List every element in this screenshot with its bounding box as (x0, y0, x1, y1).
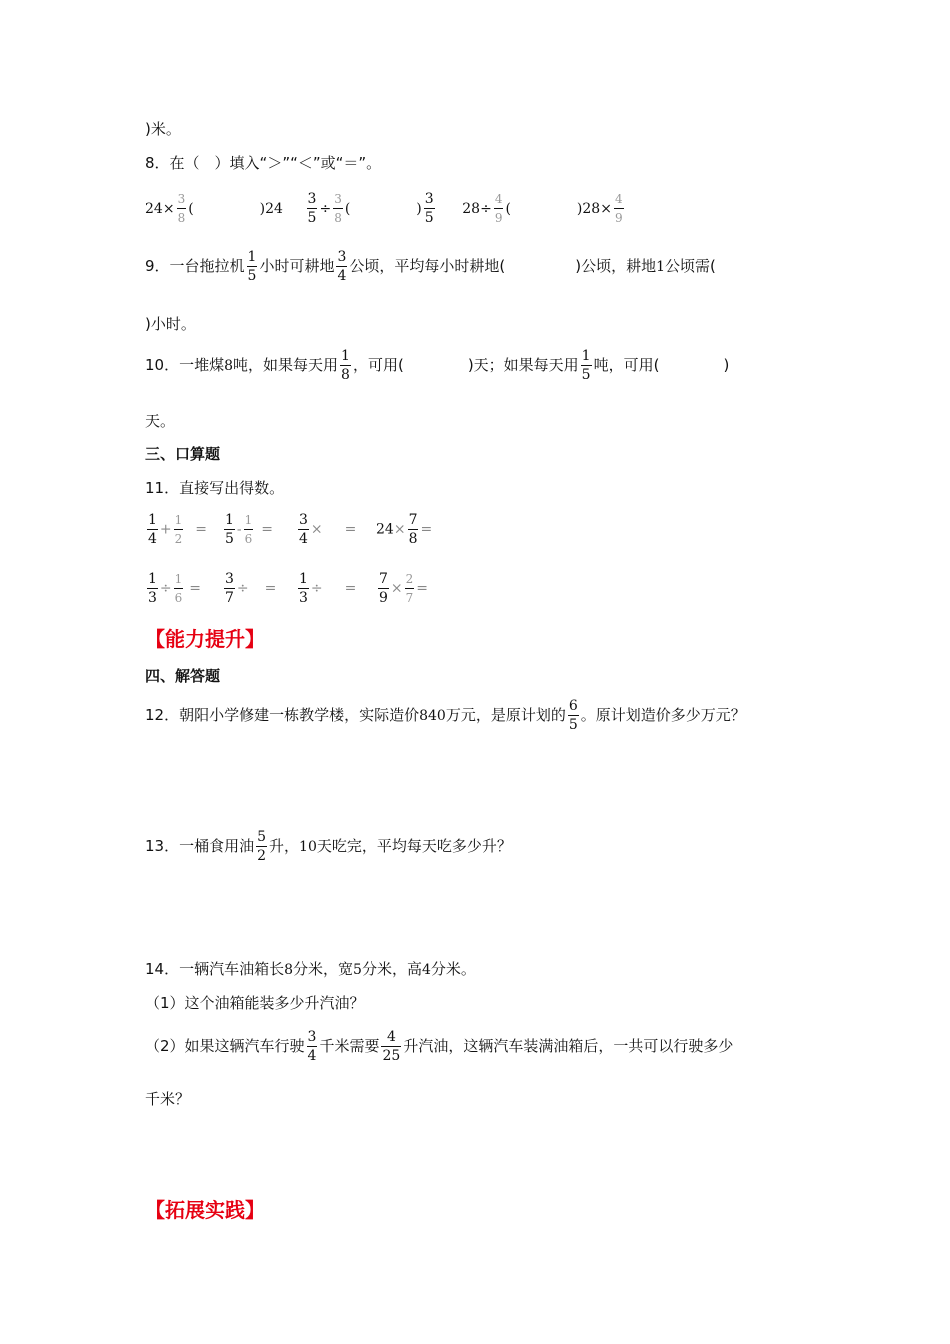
q14-sub2-text-a: （2）如果这辆汽车行驶 (145, 1037, 305, 1055)
operator: × (390, 580, 403, 597)
q9-line1 (145, 248, 716, 285)
fraction-den: 8 (408, 531, 418, 547)
q13-text-1: 13．一桶食用油 (145, 837, 255, 855)
equals: = (261, 521, 274, 538)
equals: = (189, 580, 202, 597)
fraction-num: 1 (148, 512, 157, 528)
continuation-text: )米。 (145, 120, 181, 138)
q8-item3-paren-open: ( (505, 201, 511, 217)
q14-sub2-line2-text: 千米？ (145, 1090, 191, 1108)
q11-r2-c2 (222, 570, 276, 607)
fraction-den: 2 (257, 848, 267, 864)
equals: = (420, 521, 433, 538)
fraction (174, 511, 184, 548)
operator: ÷ (159, 580, 172, 597)
q10-text-3: ，可用( (352, 356, 404, 374)
q14-stem (145, 958, 476, 979)
continuation-line (145, 118, 181, 139)
extend-heading: 【拓展实践】 (145, 1198, 265, 1222)
fraction-den: 7 (225, 590, 234, 606)
q12-text-3: 。原计划造价多少万元？ (580, 706, 746, 724)
q9-text-2: 小时可耕地 (259, 257, 335, 275)
q10-text-2: 吨，如果每天用 (233, 356, 339, 374)
fraction-den: 4 (299, 531, 308, 547)
fraction-num: 1 (341, 348, 350, 364)
fraction-den: 6 (174, 588, 184, 607)
q8-item3-paren-close: ) (576, 201, 583, 217)
q8-item3-int: 28 (462, 201, 481, 217)
fraction (298, 511, 309, 548)
fraction-num: 3 (225, 571, 234, 587)
q8-item1-fraction (177, 190, 187, 227)
q11-r2-c4 (376, 570, 428, 607)
q9-text-line2: )小时。 (145, 315, 196, 333)
q10-text-1: 10．一堆煤 (145, 356, 225, 374)
q11-r1-c4 (376, 511, 432, 548)
fraction-den: 8 (341, 367, 350, 383)
q8-item1-times: × (162, 201, 175, 217)
fraction-num: 3 (334, 192, 342, 206)
q12-text-1: 12．朝阳小学修建一栋教学楼，实际造价 (145, 706, 420, 724)
q9-text-1: 9．一台拖拉机 (145, 257, 245, 275)
q14-sub2-text-c: 升汽油，这辆汽车装满油箱后，一共可以行驶多少 (403, 1037, 734, 1055)
fraction-den: 5 (424, 210, 434, 226)
q8-item1-int: 24 (145, 201, 163, 217)
q14-fraction2 (381, 1028, 401, 1065)
equals: = (344, 521, 357, 538)
fraction-den: 7 (405, 588, 415, 607)
q14-text-1: 14．一辆汽车油箱长 (145, 960, 285, 978)
q10-fraction1 (340, 347, 351, 384)
q8-item3-div: ÷ (480, 201, 492, 217)
q13-text-3: 天吃完，平均每天吃多少升？ (316, 837, 512, 855)
q9-one: 1 (656, 259, 666, 275)
q10-line2 (145, 410, 175, 431)
q14-width: 5 (353, 962, 362, 978)
fraction-den: 5 (581, 367, 591, 383)
fraction (378, 570, 389, 607)
q12-text-2: 万元，是原计划的 (445, 706, 566, 724)
q14-text-4: 分米。 (430, 960, 476, 978)
q8-item2-div: ÷ (319, 201, 332, 217)
q8-item1-right: 24 (265, 201, 283, 217)
q14-sub2-text-b: 千米需要 (319, 1037, 380, 1055)
q8-item2-fraction2 (333, 190, 343, 227)
operator: × (393, 521, 406, 538)
operator: ÷ (236, 580, 249, 597)
q14-text-3: 分米，高 (361, 960, 422, 978)
fraction (224, 511, 235, 548)
q8-item3-fraction (494, 190, 504, 227)
q8-item1-paren-close: ) (259, 201, 266, 217)
fraction-num: 3 (177, 192, 186, 206)
fraction-den: 9 (614, 208, 624, 227)
fraction-den: 2 (174, 529, 184, 548)
q11-r1-c2 (222, 511, 273, 548)
fraction-num: 7 (379, 571, 388, 587)
q10-text-5: 吨，可用( (593, 356, 660, 374)
integer: 24 (376, 521, 394, 538)
q8-stem (145, 152, 381, 173)
fraction-num: 1 (148, 571, 157, 587)
fraction-den: 6 (244, 529, 254, 548)
q14-fraction1 (307, 1028, 318, 1065)
fraction-num: 1 (299, 571, 308, 587)
q14-length: 8 (284, 962, 294, 978)
fraction-num: 7 (408, 512, 418, 528)
q11-r1-c3 (296, 511, 356, 548)
fraction-num: 3 (424, 191, 434, 207)
fraction-num: 5 (257, 829, 267, 845)
q14-sub1-text: （1）这个油箱能装多少升汽油？ (145, 994, 365, 1012)
q8-item1-paren-open: ( (188, 201, 194, 217)
q8-stem-text: 8．在（ ）填入“＞”“＜”或“＝”。 (145, 154, 382, 172)
q11-stem (145, 477, 284, 498)
fraction-num: 1 (581, 348, 591, 364)
q8-item2-paren-close: ) (416, 201, 422, 217)
fraction-num: 6 (568, 698, 578, 714)
fraction-den: 5 (307, 210, 317, 226)
q14-text-2: 分米，宽 (293, 960, 354, 978)
fraction-den: 5 (225, 531, 234, 547)
equals: = (416, 580, 429, 597)
fraction-num: 1 (247, 249, 257, 265)
fraction (174, 570, 184, 607)
q13 (145, 828, 512, 865)
q9-line2 (145, 313, 196, 334)
fraction-den: 4 (337, 268, 347, 284)
q11-stem-text: 11．直接写出得数。 (145, 479, 285, 497)
q8-item3-fraction2 (614, 190, 624, 227)
q14-sub2-line2 (145, 1088, 190, 1109)
fraction-den: 8 (333, 208, 343, 227)
q13-fraction (256, 828, 267, 865)
fraction-den: 8 (177, 208, 187, 227)
fraction (147, 570, 158, 607)
q8-item2-paren-open: ( (344, 201, 351, 217)
q10-text-line2: 天。 (145, 412, 176, 430)
fraction (224, 570, 235, 607)
q8-item3-times: × (600, 201, 612, 217)
section4-title: 四、解答题 (145, 667, 221, 685)
fraction-num: 2 (405, 572, 414, 586)
fraction-den: 3 (299, 590, 308, 606)
q11-r1-c1 (145, 511, 207, 548)
fraction (147, 511, 158, 548)
fraction-num: 4 (494, 192, 503, 206)
q14-height: 4 (421, 962, 431, 978)
fraction-num: 4 (614, 192, 623, 206)
section3-title: 三、口算题 (145, 445, 221, 463)
q14-sub2 (145, 1028, 733, 1065)
fraction-num: 3 (307, 1029, 317, 1045)
q12-fraction (568, 697, 579, 734)
q11-r2-c1 (145, 570, 201, 607)
fraction-num: 1 (174, 513, 183, 527)
fraction (408, 511, 419, 548)
q10-text-4: )天；如果每天用 (467, 356, 579, 374)
fraction-den: 9 (494, 208, 504, 227)
q8-item2-fraction1 (307, 190, 318, 227)
q8-comparisons (145, 190, 626, 227)
ability-heading: 【能力提升】 (145, 627, 265, 651)
q11-r2-c3 (296, 570, 356, 607)
fraction-num: 3 (307, 191, 317, 207)
operator: ÷ (310, 580, 323, 597)
fraction-den: 25 (382, 1048, 401, 1064)
q13-days: 10 (299, 839, 317, 855)
equals: = (264, 580, 277, 597)
fraction-den: 4 (307, 1048, 317, 1064)
fraction-num: 3 (299, 512, 308, 528)
fraction (405, 570, 415, 607)
fraction-den: 9 (379, 590, 388, 606)
fraction-num: 1 (244, 513, 253, 527)
q13-text-2: 升， (269, 837, 300, 855)
fraction-num: 3 (337, 249, 347, 265)
q9-text-4: )公顷，耕地 (575, 257, 657, 275)
fraction (244, 511, 254, 548)
fraction-den: 3 (148, 590, 157, 606)
fraction-num: 1 (225, 512, 234, 528)
equals: = (195, 521, 208, 538)
q10-line1 (145, 347, 729, 384)
q10-fraction2 (581, 347, 592, 384)
operator: - (236, 521, 242, 538)
fraction-num: 1 (174, 572, 183, 586)
fraction-den: 5 (568, 717, 578, 733)
q14-sub1 (145, 992, 365, 1013)
q8-item2-fraction3 (424, 190, 435, 227)
fraction-den: 4 (148, 531, 157, 547)
q8-item3-right-int: 28 (582, 201, 601, 217)
q10-eight: 8 (224, 358, 234, 374)
fraction-den: 5 (247, 268, 257, 284)
q9-fraction2 (336, 248, 347, 285)
fraction (298, 570, 309, 607)
q9-text-3: 公顷，平均每小时耕地( (349, 257, 506, 275)
operator: × (310, 521, 323, 538)
q12 (145, 697, 746, 734)
operator: + (159, 521, 172, 538)
q12-amount: 840 (419, 708, 446, 724)
fraction-num: 4 (386, 1029, 396, 1045)
q10-text-6: ) (723, 356, 730, 374)
q9-fraction1 (247, 248, 258, 285)
equals: = (344, 580, 357, 597)
q9-text-5: 公顷需( (665, 257, 716, 275)
